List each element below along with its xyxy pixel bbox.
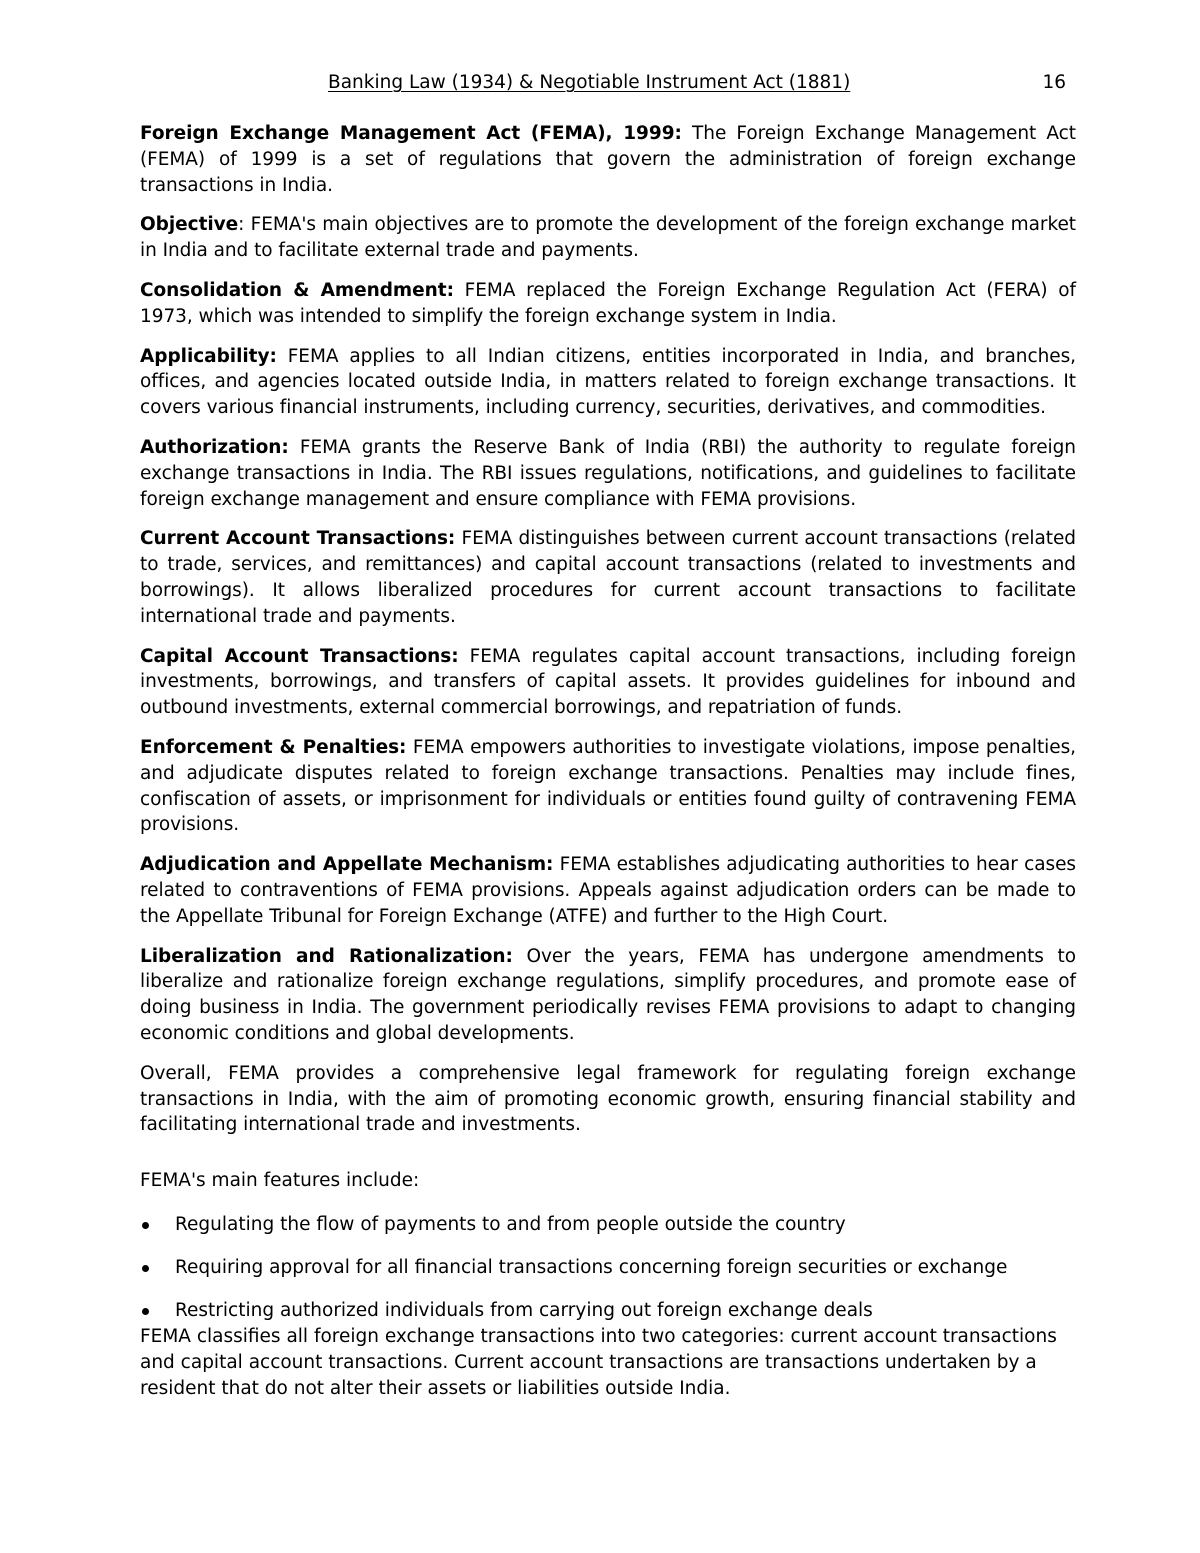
features-list	[140, 1212, 1076, 1324]
page-header	[140, 72, 1076, 98]
document-body	[140, 121, 1076, 1402]
section-text: Over the years, FEMA has undergone amendments to liberalize and rationalize foreign exchange regulations, simplify procedures, and promote ease of doing business in India. The government periodically revises FEMA provisions to adapt to changing economic conditions and global developments.	[140, 945, 1076, 1044]
section-authorization	[140, 435, 1076, 512]
section-term: Current Account Transactions:	[140, 528, 456, 550]
section-text: FEMA distinguishes between current account transactions (related to trade, services, and remittances) and capital account transactions (related to investments and borrowings). It allows liberalized procedures for current account transactions to facilitate international trade and payments.	[140, 528, 1077, 627]
section-adjudication	[140, 852, 1076, 929]
bullet-icon	[142, 1265, 149, 1272]
list-item	[140, 1298, 1076, 1324]
section-text: FEMA replaced the Foreign Exchange Regulation Act (FERA) of 1973, which was intended to simplify the foreign exchange system in India.	[140, 279, 1076, 327]
overall-paragraph: Overall, FEMA provides a comprehensive legal framework for regulating foreign exchange transactions in India, with the aim of promoting economic growth, ensuring financial stability and facilitating international trade and investments.	[140, 1062, 1076, 1136]
list-item-text: Restricting authorized individuals from carrying out foreign exchange deals	[175, 1300, 873, 1322]
section-text: FEMA empowers authorities to investigate violations, impose penalties, and adjudicate disputes related to foreign exchange transactions. Penalties may include fines, confiscation of assets, or imprisonment for individuals or entities found guilty of contravening FEMA provisions.	[140, 736, 1076, 836]
section-term: Liberalization and Rationalization:	[140, 945, 513, 967]
section-term: Authorization:	[140, 436, 289, 458]
list-item-text: Requiring approval for all financial transactions concerning foreign securities or exchange	[175, 1257, 1008, 1279]
section-capital-account	[140, 644, 1076, 721]
section-term: Objective	[140, 214, 239, 236]
section-term: Applicability:	[140, 345, 277, 367]
section-enforcement	[140, 735, 1076, 838]
section-text: FEMA regulates capital account transactions, including foreign investments, borrowings, and transfers of capital assets. It provides guidelines for inbound and outbound investments, external commercial borrowings, and repatriation of funds.	[140, 645, 1076, 719]
section-text: : FEMA's main objectives are to promote the development of the foreign exchange market in India and to facilitate external trade and payments.	[140, 214, 1076, 262]
section-text: The Foreign Exchange Management Act (FEMA) of 1999 is a set of regulations that govern the administration of foreign exchange transactions in India.	[140, 123, 1076, 196]
section-text: FEMA grants the Reserve Bank of India (RBI) the authority to regulate foreign exchange transactions in India. The RBI issues regulations, notifications, and guidelines to facilitate foreign exchange management and ensure compliance with FEMA provisions.	[140, 436, 1076, 510]
section-term: Enforcement & Penalties:	[140, 736, 407, 758]
features-intro: FEMA's main features include:	[140, 1170, 420, 1192]
section-current-account	[140, 526, 1076, 629]
bullet-icon	[142, 1308, 149, 1315]
section-objective	[140, 212, 1076, 264]
section-consolidation	[140, 278, 1076, 330]
list-item-text: Regulating the flow of payments to and from people outside the country	[175, 1213, 846, 1235]
section-text: FEMA establishes adjudicating authorities to hear cases related to contraventions of FEMA provisions. Appeals against adjudication orders can be made to the Appellate Tribunal for Foreign Exchange (ATFE) and further to the High Court.	[140, 854, 1076, 927]
page-number: 16	[1042, 72, 1066, 93]
list-item	[140, 1255, 1076, 1281]
closing-paragraph: FEMA classifies all foreign exchange transactions into two categories: current account transactions and capital account transactions. Current account transactions are transactions undertaken by a resident that do not alter their assets or liabilities outside India.	[140, 1326, 1057, 1399]
list-item	[140, 1212, 1076, 1238]
section-liberalization	[140, 944, 1076, 1047]
bullet-icon	[142, 1222, 149, 1229]
section-fema-intro	[140, 121, 1076, 198]
section-text: FEMA applies to all Indian citizens, entities incorporated in India, and branches, offices, and agencies located outside India, in matters related to foreign exchange transactions. It covers various financial instruments, including currency, securities, derivatives, and commodities.	[140, 345, 1076, 419]
section-term: Capital Account Transactions:	[140, 645, 459, 667]
section-applicability	[140, 344, 1076, 421]
section-term: Consolidation & Amendment:	[140, 279, 454, 301]
header-title: Banking Law (1934) & Negotiable Instrument Act (1881)	[328, 72, 851, 93]
section-term: Adjudication and Appellate Mechanism:	[140, 854, 554, 876]
section-term: Foreign Exchange Management Act (FEMA), 1999:	[140, 123, 682, 144]
